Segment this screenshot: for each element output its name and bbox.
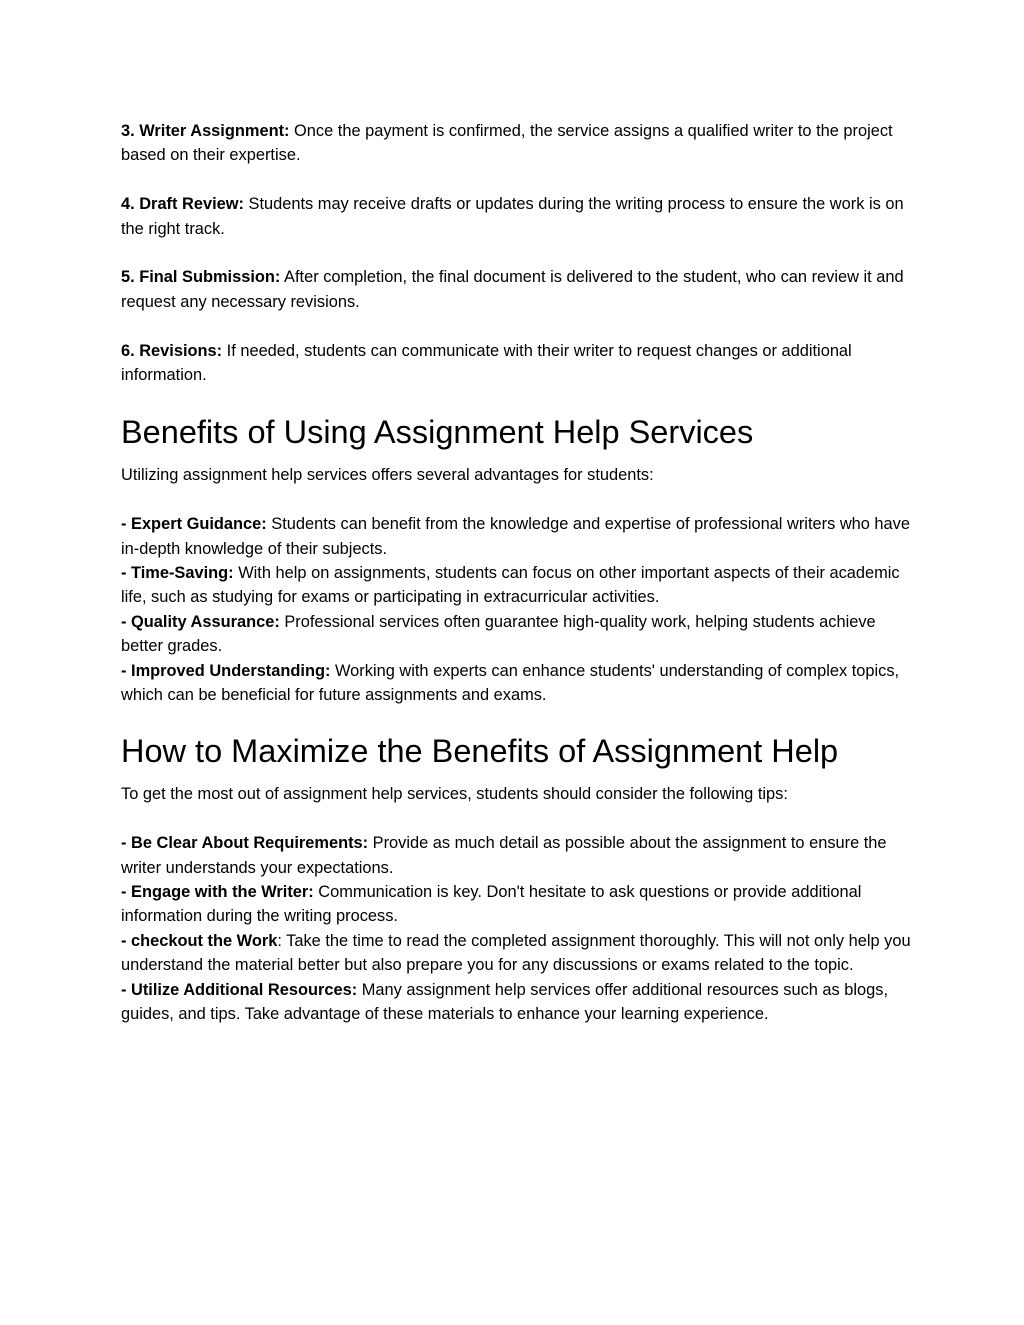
benefit-label: - Improved Understanding: — [121, 661, 331, 680]
benefit-improved-understanding — [121, 659, 911, 708]
tip-text: Many assignment help services offer additional resources such as blogs, guides, and tips. Take advantage of these materials to enhance your learning experience. — [121, 980, 889, 1024]
tip-engage-writer — [121, 880, 911, 929]
step-revisions — [121, 339, 911, 388]
tip-label: - Engage with the Writer: — [121, 883, 314, 902]
benefit-time-saving — [121, 561, 911, 610]
tip-text: : Take the time to read the completed assignment thoroughly. This will not only help you understand the material better but also prepare you for any discussions or exams related to the topic. — [121, 931, 911, 975]
tip-checkout-work — [121, 929, 911, 978]
step-label: 3. Writer Assignment: — [121, 122, 290, 140]
step-text: Once the payment is confirmed, the service assigns a qualified writer to the project based on their expertise. — [121, 122, 893, 165]
benefit-text: Students can benefit from the knowledge and expertise of professional writers who have in-depth knowledge of their subjects. — [121, 515, 910, 558]
benefit-label: - Time-Saving: — [121, 564, 234, 583]
tip-text: Provide as much detail as possible about the assignment to ensure the writer understands your expectations. — [121, 834, 887, 877]
step-text: After completion, the final document is delivered to the student, who can review it and request any necessary revisions. — [121, 268, 904, 311]
step-draft-review — [121, 192, 911, 241]
benefit-expert-guidance — [121, 512, 911, 561]
benefit-label: - Expert Guidance: — [121, 515, 267, 534]
benefits-intro: Utilizing assignment help services offers several advantages for students: — [121, 466, 654, 485]
benefit-text: With help on assignments, students can focus on other important aspects of their academic life, such as studying for exams or participating in extracurricular activities. — [121, 564, 900, 607]
step-text: If needed, students can communicate with their writer to request changes or additional information. — [121, 341, 852, 385]
tip-label: - checkout the Work — [121, 931, 278, 950]
benefit-label: - Quality Assurance: — [121, 612, 280, 631]
tip-label: - Utilize Additional Resources: — [121, 980, 358, 999]
benefit-quality-assurance — [121, 610, 911, 659]
maximize-heading: How to Maximize the Benefits of Assignment Help — [121, 733, 839, 770]
step-writer-assignment — [121, 119, 911, 168]
benefit-text: Working with experts can enhance students' understanding of complex topics, which can be beneficial for future assignments and exams. — [121, 661, 900, 705]
benefits-heading: Benefits of Using Assignment Help Services — [121, 414, 754, 451]
step-label: 5. Final Submission: — [121, 268, 281, 287]
maximize-intro: To get the most out of assignment help services, students should consider the following tips: — [121, 785, 788, 804]
step-final-submission — [121, 265, 911, 314]
tip-label: - Be Clear About Requirements: — [121, 834, 369, 853]
tip-clear-requirements — [121, 831, 911, 880]
tip-additional-resources — [121, 978, 911, 1027]
benefit-text: Professional services often guarantee high-quality work, helping students achieve better grades. — [121, 612, 876, 656]
step-label: 4. Draft Review: — [121, 195, 244, 214]
document-page — [121, 119, 911, 1027]
step-label: 6. Revisions: — [121, 341, 223, 360]
tip-text: Communication is key. Don't hesitate to ask questions or provide additional information during the writing process. — [121, 883, 862, 926]
step-text: Students may receive drafts or updates during the writing process to ensure the work is on the right track. — [121, 195, 904, 238]
